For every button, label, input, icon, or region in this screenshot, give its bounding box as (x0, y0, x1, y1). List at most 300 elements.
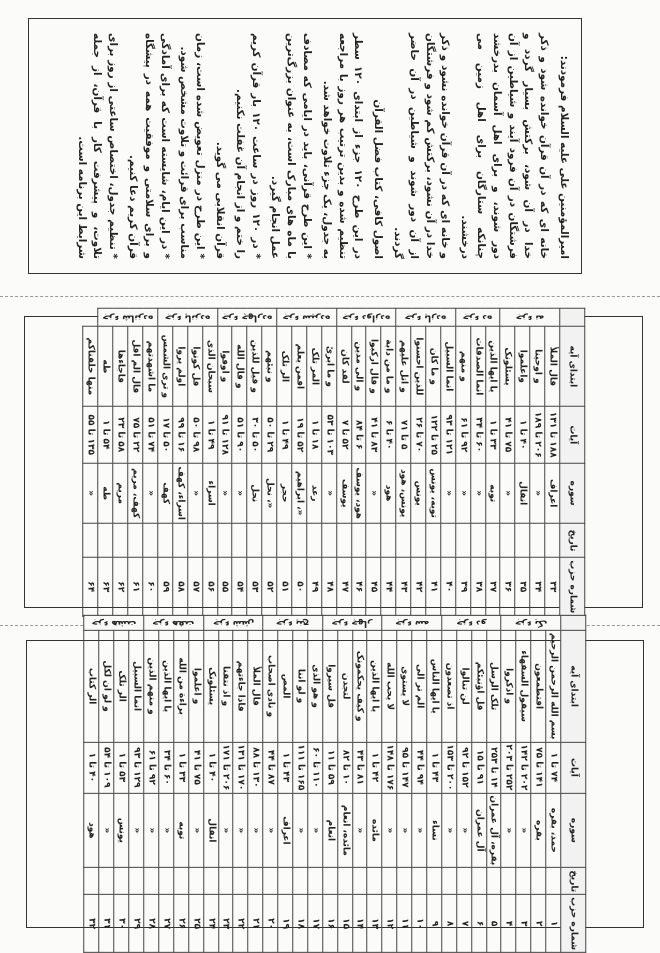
cell-start: الر کتاب (84, 630, 99, 742)
cell-num: ۱۲ (382, 895, 397, 953)
cell-ayat: ۴۳ تا ۱ (427, 742, 442, 793)
cell-num: ۲۲ (233, 895, 248, 953)
header-num: شماره حزب (561, 895, 586, 953)
cell-num: ۱۷ (308, 895, 323, 953)
table-row (382, 615, 397, 952)
cell-num: ۴۱ (425, 558, 440, 616)
cell-ayat: ۱۰۳ تا ۵۳ (321, 406, 336, 463)
juz-group-label: جزء چهار (323, 615, 383, 630)
cell-ayat: ۱۷۰ تا ۱۳۱ (233, 742, 248, 793)
header-date: تاریخ (559, 523, 584, 557)
juz-group-label: جزء سه (382, 615, 442, 630)
cell-sura: « (233, 793, 248, 868)
cell-ayat: ۹۴ تا ۴۴ (412, 742, 427, 793)
cell-sura: « (352, 793, 367, 868)
cell-start: ما اشهدتهم (142, 326, 157, 406)
cell-sura: «، نحل (261, 463, 276, 523)
juz-group-label: جزء ده (455, 308, 500, 326)
cell-date (263, 868, 278, 895)
table-row (500, 308, 515, 616)
cell-sura: « (159, 793, 174, 868)
cell-ayat: ۱۳۰ تا ۸۸ (248, 742, 263, 793)
cell-date (188, 868, 203, 895)
table-row (142, 308, 157, 616)
cell-date (323, 868, 338, 895)
cell-start: و اتل علیهم (395, 326, 410, 406)
cell-num: ۸ (442, 895, 457, 953)
cell-ayat: ۲۰۲ تا ۱۴۲ (516, 742, 531, 793)
header-sura: سوره (559, 463, 584, 523)
cell-num: ۲۵ (188, 895, 203, 953)
juz-group-label: جزء سیزده (276, 308, 336, 326)
schedule-table-bottom (26, 617, 644, 951)
cell-start: و الی مدین (351, 326, 366, 406)
cell-num: ۳۴ (529, 558, 544, 616)
table-row (457, 615, 472, 952)
juz-group-label: جزء چهارده (217, 308, 277, 326)
cell-num: ۵۴ (232, 558, 247, 616)
cell-sura: « (232, 463, 247, 523)
cell-num: ۲۰ (263, 895, 278, 953)
cell-date (113, 523, 128, 557)
cell-num: ۳۵ (515, 558, 530, 616)
cell-sura: اسراء، کهف (172, 463, 187, 523)
table-row (337, 615, 352, 952)
cell-start: یا ایها الناس (427, 630, 442, 742)
cell-sura: « (217, 463, 232, 523)
cell-date (367, 868, 382, 895)
cell-sura: مائده (367, 793, 382, 868)
cell-sura: مریم (113, 463, 128, 523)
cell-date (471, 868, 486, 895)
cell-sura: « (293, 793, 308, 868)
cell-ayat: ۹۸ تا ۵۰ (187, 406, 202, 463)
intro-text (35, 27, 575, 265)
cell-date (144, 868, 159, 895)
intro-source: اصول کافی، کتاب فضل القرآن (372, 99, 385, 259)
cell-sura: توبه، یونس (425, 463, 440, 523)
table-row (114, 615, 129, 952)
cell-date (440, 523, 455, 557)
cell-num: ۱۱ (397, 895, 412, 953)
cell-ayat: ۱۲۸ تا ۹۱ (217, 406, 232, 463)
cell-sura: آل عمران (471, 793, 486, 868)
cell-num: ۱۳ (367, 895, 382, 953)
cell-date (83, 523, 98, 557)
cell-start: الر تلک (276, 326, 291, 406)
cell-start: واعلموا (515, 326, 530, 406)
table-row (263, 615, 278, 952)
cell-sura: « (470, 463, 485, 523)
table-row (188, 615, 203, 952)
cell-num: ۲۹ (129, 895, 144, 953)
table-row (529, 308, 544, 616)
table-row (308, 615, 323, 952)
cell-sura: هود، یوسف (351, 463, 366, 523)
cell-sura: توبه (485, 463, 500, 523)
cell-sura: کهف (157, 463, 172, 523)
cell-num: ۵ (486, 895, 501, 953)
cell-num: ۳۰ (114, 895, 129, 953)
cell-start: لقد کان (336, 326, 351, 406)
cell-ayat: ۹۰ تا ۵۱ (232, 406, 247, 463)
cell-start: لا یستوی (397, 630, 412, 742)
cell-start: اولم یروا (172, 326, 187, 406)
table-row (471, 615, 486, 952)
table-row (306, 308, 321, 616)
cell-date (202, 523, 217, 557)
cell-start: قال الملأ (544, 326, 559, 406)
cell-sura: « (457, 793, 472, 868)
cell-sura: اعراف (278, 793, 293, 868)
juz-group-label: جزء پانزده (157, 308, 217, 326)
cell-num: ۴ (501, 895, 516, 953)
table-row (159, 615, 174, 952)
juz-group-label: جزء هفت (144, 615, 204, 630)
cell-sura: « (99, 793, 114, 868)
table-row (395, 308, 410, 616)
cell-ayat: ۴۰ تا ۱ (203, 742, 218, 793)
cell-sura: « (440, 463, 455, 523)
table-row (84, 615, 99, 952)
cell-sura: طه (98, 463, 113, 523)
juz-group-label: جزء شانزده (98, 308, 158, 326)
cell-date (306, 523, 321, 557)
cell-start: منها خلقناکم (83, 326, 98, 406)
cell-date (442, 868, 457, 895)
cell-sura: « (529, 463, 544, 523)
cell-num: ۳۹ (455, 558, 470, 616)
cell-start: بسم الله الرحمن الرحیم (546, 630, 561, 742)
cell-num: ۲۳ (218, 895, 233, 953)
table-row (172, 308, 187, 616)
cell-ayat: ۹۱ تا ۱۵ (471, 742, 486, 793)
cell-start: یسئلونک (500, 326, 515, 406)
cell-ayat: ۲۵۲ تا ۲۰۳ (501, 742, 516, 793)
cell-ayat: ۱۰۹ تا ۵۴ (99, 742, 114, 793)
cell-start: و منهم الذین (144, 630, 159, 742)
cell-sura: اسراء (202, 463, 217, 523)
cell-date (485, 523, 500, 557)
cell-sura: رعد (306, 463, 321, 523)
table-body (84, 615, 561, 952)
cell-date (308, 868, 323, 895)
cell-num: ۲۶ (174, 895, 189, 953)
cell-sura: انفال (515, 463, 530, 523)
cell-num: ۲ (531, 895, 546, 953)
cell-ayat: ۱۴ تا ۲۵۳ (486, 742, 501, 793)
table-row (233, 615, 248, 952)
cell-ayat: ۷۵ تا ۴۱ (500, 406, 515, 463)
cell-sura: « (442, 793, 457, 868)
cell-sura: « (144, 793, 159, 868)
cell-sura: « (366, 463, 381, 523)
table-row (412, 615, 427, 952)
cell-date (515, 523, 530, 557)
table-row (113, 308, 128, 616)
table-row (440, 308, 455, 616)
cell-start: قل کونوا (187, 326, 202, 406)
cell-start: و لو اننا (293, 630, 308, 742)
cell-ayat: ۹۲ تا ۶۱ (144, 742, 159, 793)
cell-start: فاجاءها (113, 326, 128, 406)
cell-ayat: ۲۰۰ تا ۱۵۳ (442, 742, 457, 793)
cell-ayat: ۱۸ تا ۱ (306, 406, 321, 463)
table-row (217, 308, 232, 616)
cell-ayat: ۷۵ تا ۴۱ (188, 742, 203, 793)
cell-date (321, 523, 336, 557)
cell-sura: « (188, 793, 203, 868)
cell-start: و هو الذی (308, 630, 323, 742)
cell-num: ۱۶ (323, 895, 338, 953)
cell-date (276, 523, 291, 557)
cell-num: ۶ (471, 895, 486, 953)
cell-date (84, 868, 99, 895)
cell-num: ۲۷ (159, 895, 174, 953)
cell-date (529, 523, 544, 557)
cell-num: ۱۸ (293, 895, 308, 953)
cell-ayat: ۱۶۵ تا ۱۱۱ (293, 742, 308, 793)
cell-start: قل اؤنبئکم (471, 630, 486, 742)
cell-start: و ما ابرئ (321, 326, 336, 406)
table-row (397, 615, 412, 952)
table-row (366, 308, 381, 616)
cell-date (412, 868, 427, 895)
table-row (98, 308, 113, 616)
cell-date (457, 868, 472, 895)
cell-date (159, 868, 174, 895)
cell-start: افتطمعون (531, 630, 546, 742)
cell-ayat: ۱۰ تا ۸۲ (337, 742, 352, 793)
intro-paragraph: * این طرح در منزل تعویض شده است، زمان مناسب برای قرائت و تلاوت مشخص شود. (178, 33, 207, 259)
cell-start: یا ایها الذین (159, 630, 174, 742)
cell-start: المص (278, 630, 293, 742)
cell-num: ۵۱ (276, 558, 291, 616)
cell-sura: « (187, 463, 202, 523)
cell-num: ۱۹ (278, 895, 293, 953)
cell-start: و قال ارکبوا (366, 326, 381, 406)
cell-sura: « (263, 793, 278, 868)
cell-num: ۶۳ (98, 558, 113, 616)
header-sura: سوره (561, 793, 586, 868)
cell-sura: یونس (410, 463, 425, 523)
cell-num: ۹ (427, 895, 442, 953)
cell-start: و اوحینا (529, 326, 544, 406)
table-row (144, 615, 159, 952)
cell-date (157, 523, 172, 557)
table-row (174, 615, 189, 952)
cell-date (142, 523, 157, 557)
cell-date (174, 868, 189, 895)
cell-ayat: ۱۱۰ تا ۶۰ (308, 742, 323, 793)
cell-date (218, 868, 233, 895)
cell-date (425, 523, 440, 557)
table-row (351, 308, 366, 616)
cell-start: فاذا جاءتهم (233, 630, 248, 742)
cell-date (98, 523, 113, 557)
schedule-table-middle-rotated (82, 308, 585, 617)
cell-start: سیقول السفهاء (516, 630, 531, 742)
cell-date (381, 523, 396, 557)
table-row (455, 308, 470, 616)
cell-start: للذین احسنوا (410, 326, 425, 406)
table-row (278, 615, 293, 952)
cell-num: ۴۸ (321, 558, 336, 616)
table-row (442, 615, 457, 952)
cell-date (233, 868, 248, 895)
table-row (247, 308, 262, 616)
cell-num: ۳۸ (470, 558, 485, 616)
table-row (323, 615, 338, 952)
cell-start: یا ایها الذین (367, 630, 382, 742)
cell-num: ۶۴ (83, 558, 98, 616)
header-start: ابتدای آیه (561, 630, 586, 742)
cell-start: لا یحب الله (382, 630, 397, 742)
cell-ayat: ۵۰ تا ۳۰ (247, 406, 262, 463)
cell-num: ۱۴ (352, 895, 367, 953)
cell-ayat: ۵۲ تا ۱۹ (291, 406, 306, 463)
cell-sura: « (321, 463, 336, 523)
table-row (352, 615, 367, 952)
cell-ayat: ۵۰ تا ۱۷ (157, 406, 172, 463)
cell-num: ۳۶ (500, 558, 515, 616)
cell-ayat: ۵۹ تا ۱۱ (323, 742, 338, 793)
cell-date (114, 868, 129, 895)
cell-sura: یونس، هود (395, 463, 410, 523)
cell-start: و لو ان لکل (99, 630, 114, 742)
cell-sura: « (308, 793, 323, 868)
cell-num: ۴۵ (366, 558, 381, 616)
cell-ayat: ۳۳ تا ۱ (485, 406, 500, 463)
cell-sura: « (501, 793, 516, 868)
cell-date (261, 523, 276, 557)
table-row (486, 615, 501, 952)
cell-start: و قیل للذین (247, 326, 262, 406)
cell-ayat: ۱۵۲ تا ۹۲ (457, 742, 472, 793)
table-row (425, 308, 440, 616)
table-row (157, 308, 172, 616)
table-row (410, 308, 425, 616)
cell-ayat: ۱۴۷ تا ۹۵ (397, 742, 412, 793)
cell-date (217, 523, 232, 557)
cell-sura: « (218, 793, 233, 868)
cell-ayat: ۱۸۸ تا ۱۳۱ (544, 406, 559, 463)
cell-start: قال الملأ (248, 630, 263, 742)
cell-sura: « (455, 463, 470, 523)
cell-start: طه (98, 326, 113, 406)
table-body (83, 308, 560, 616)
cell-num: ۳۳ (544, 558, 559, 616)
cell-start: و نادی اصحاب (263, 630, 278, 742)
cell-sura: « (516, 793, 531, 868)
cell-start: افمن یعلم (291, 326, 306, 406)
table-header-row (561, 615, 586, 952)
cell-ayat: ۴۰ تا ۶ (381, 406, 396, 463)
cell-date (546, 868, 561, 895)
cell-date (455, 523, 470, 557)
cell-start: و اذکروا (501, 630, 516, 742)
cell-num: ۴۳ (395, 558, 410, 616)
schedule-table-bottom-rotated (84, 615, 587, 953)
cell-date (500, 523, 515, 557)
header-ayat: آیات (561, 742, 586, 793)
cell-sura: حمد، بقره (546, 793, 561, 868)
cell-ayat: ۵۳ تا ۱ (114, 742, 129, 793)
cell-start: و اذ نتقنا (218, 630, 233, 742)
table-row (276, 308, 291, 616)
cell-start: لن تنالوا (457, 630, 472, 742)
cell-sura: انفال (203, 793, 218, 868)
cell-ayat: ۸۷ تا ۴۴ (263, 742, 278, 793)
cell-ayat: ۷۴ تا ۱ (546, 742, 561, 793)
cell-date (203, 868, 218, 895)
table-row (261, 308, 276, 616)
cell-ayat: ۶۰ تا ۳۴ (470, 406, 485, 463)
cell-date (397, 868, 412, 895)
cell-start: و اوفوا (217, 326, 232, 406)
cell-num: ۲۸ (144, 895, 159, 953)
cell-num: ۵۹ (157, 558, 172, 616)
intro-paragraph: * در ۱۲۰ روز در ساعت ۱۲۰ بار قرآن کریم را ختم و از انجام آن غفلت نکنیم. (233, 33, 262, 259)
cell-start: قل سیروا (323, 630, 338, 742)
cell-date (382, 868, 397, 895)
cell-sura: هود (381, 463, 396, 523)
table-row (336, 308, 351, 616)
cell-sura: « (248, 793, 263, 868)
cell-date (352, 868, 367, 895)
cell-date (410, 523, 425, 557)
schedule-table-middle (24, 312, 643, 614)
cell-start: و قال الله (232, 326, 247, 406)
cell-ayat: ۵۴ تا ۱ (98, 406, 113, 463)
cell-sura: «، ابراهیم (291, 463, 306, 523)
table-row (127, 308, 142, 616)
cell-num: ۶۱ (127, 558, 142, 616)
cell-sura: نساء (427, 793, 442, 868)
cell-date (351, 523, 366, 557)
cell-date (366, 523, 381, 557)
cell-date (531, 868, 546, 895)
intro-paragraph: * در این ایام، شایسته است که برای آمادگی و برای سلامتی و موفقیت همه در پیشگاه قرآن کریم دعا کنیم. (127, 33, 171, 259)
cell-date (232, 523, 247, 557)
cell-num: ۲۴ (203, 895, 218, 953)
cell-num: ۳۱ (99, 895, 114, 953)
cell-num: ۷ (457, 895, 472, 953)
cell-num: ۱۰ (412, 895, 427, 953)
cell-sura: « (83, 463, 98, 523)
cell-date (172, 523, 187, 557)
intro-paragraph: قرآن انقلابی می گوید. (214, 141, 227, 259)
cell-sura: بقره (531, 793, 546, 868)
cell-ayat: ۸۳ تا ۴۱ (366, 406, 381, 463)
table-row (99, 615, 114, 952)
cell-num: ۴۲ (410, 558, 425, 616)
juz-group-label: جزء هشت (84, 615, 144, 630)
cell-sura: « (500, 463, 515, 523)
table-row (321, 308, 336, 616)
cell-num: ۴۶ (351, 558, 366, 616)
cell-ayat: ۱۶ تا ۹۹ (172, 406, 187, 463)
table-row (544, 308, 559, 616)
table-row (248, 615, 263, 952)
cell-num: ۴۴ (381, 558, 396, 616)
cell-num: ۱۵ (337, 895, 352, 953)
cell-date (187, 523, 202, 557)
cell-date (129, 868, 144, 895)
cell-sura: یوسف (336, 463, 351, 523)
table-row (232, 308, 247, 616)
cell-start: انما السبیل (129, 630, 144, 742)
